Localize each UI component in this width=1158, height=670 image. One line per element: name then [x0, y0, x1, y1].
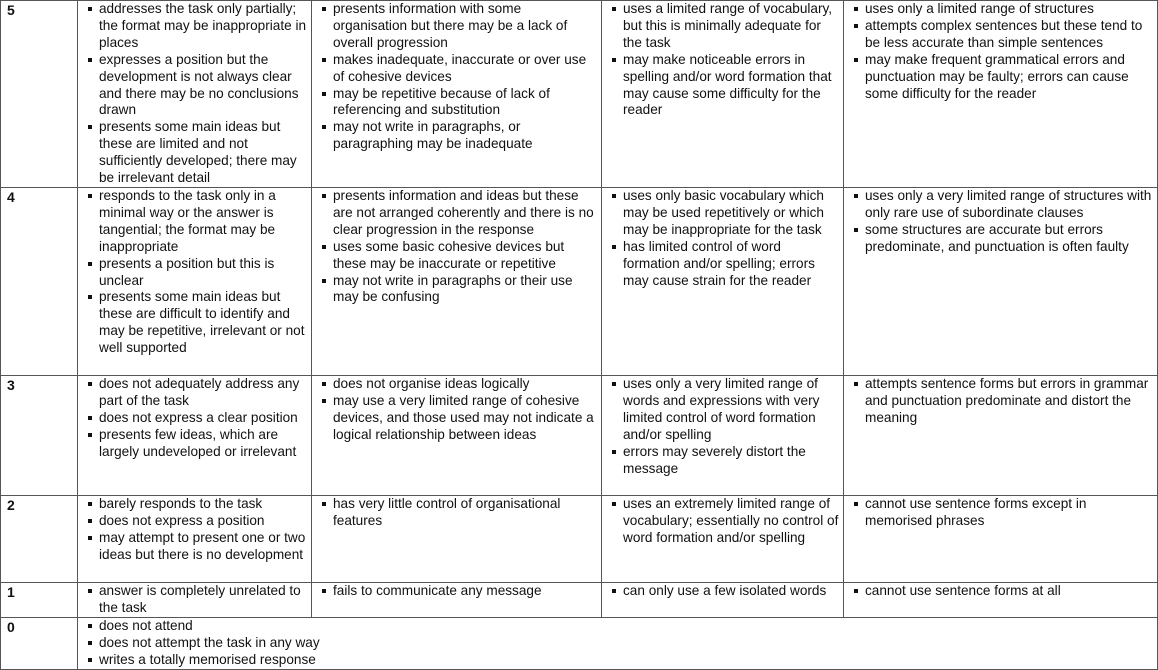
band-score: 4 [1, 188, 78, 376]
list-item: answer is completely unrelated to the task [87, 583, 308, 617]
list-item: does not attempt the task in any way [87, 635, 1154, 652]
list-item: cannot use sentence forms at all [853, 583, 1154, 600]
band-score: 3 [1, 376, 78, 496]
list-item: does not express a clear position [87, 410, 308, 427]
lexical-resource-cell [602, 376, 844, 496]
task-response-cell [78, 188, 312, 376]
grammar-cell [844, 496, 1158, 583]
coherence-cohesion-cell [312, 496, 602, 583]
band-row-0 [1, 618, 1158, 670]
list-item: uses only a very limited range of structures with only rare use of subordinate clauses [853, 188, 1154, 222]
list-item: cannot use sentence forms except in memorised phrases [853, 496, 1154, 530]
grammar-cell [844, 583, 1158, 618]
list-item: does not express a position [87, 513, 308, 530]
lexical-resource-cell [602, 496, 844, 583]
list-item: uses an extremely limited range of vocabulary; essentially no control of word formation and/or spelling [611, 496, 840, 547]
grammar-cell [844, 1, 1158, 188]
list-item: writes a totally memorised response [87, 652, 1154, 669]
list-item: does not adequately address any part of the task [87, 376, 308, 410]
list-item: may make frequent grammatical errors and punctuation may be faulty; errors can cause some difficulty for the reader [853, 52, 1154, 103]
list-item: expresses a position but the development is not always clear and there may be no conclusions drawn [87, 52, 308, 120]
coherence-cohesion-cell [312, 188, 602, 376]
list-item: uses only basic vocabulary which may be used repetitively or which may be inappropriate for the task [611, 188, 840, 239]
list-item: barely responds to the task [87, 496, 308, 513]
lexical-resource-cell [602, 1, 844, 188]
list-item: makes inadequate, inaccurate or over use of cohesive devices [321, 52, 598, 86]
task-response-cell [78, 583, 312, 618]
band-score: 5 [1, 1, 78, 188]
list-item: does not organise ideas logically [321, 376, 598, 393]
list-item: uses a limited range of vocabulary, but this is minimally adequate for the task [611, 1, 840, 52]
coherence-cohesion-cell [312, 583, 602, 618]
list-item: may not write in paragraphs, or paragraphing may be inadequate [321, 119, 598, 153]
list-item: may use a very limited range of cohesive devices, and those used may not indicate a logical relationship between ideas [321, 393, 598, 444]
task-response-cell [78, 618, 1158, 670]
list-item: addresses the task only partially; the format may be inappropriate in places [87, 1, 308, 52]
band-score: 2 [1, 496, 78, 583]
list-item: may not write in paragraphs or their use may be confusing [321, 273, 598, 307]
lexical-resource-cell [602, 583, 844, 618]
list-item: may make noticeable errors in spelling and/or word formation that may cause some difficulty for the reader [611, 52, 840, 120]
list-item: can only use a few isolated words [611, 583, 840, 600]
list-item: has very little control of organisational features [321, 496, 598, 530]
list-item: presents information and ideas but these are not arranged coherently and there is no clear progression in the response [321, 188, 598, 239]
list-item: presents some main ideas but these are limited and not sufficiently developed; there may be irrelevant detail [87, 119, 308, 187]
list-item: uses only a very limited range of words and expressions with very limited control of word formation and/or spelling [611, 376, 840, 444]
task-response-cell [78, 496, 312, 583]
lexical-resource-cell [602, 188, 844, 376]
list-item: presents information with some organisation but there may be a lack of overall progression [321, 1, 598, 52]
grammar-cell [844, 188, 1158, 376]
list-item: uses some basic cohesive devices but these may be inaccurate or repetitive [321, 239, 598, 273]
list-item: has limited control of word formation and/or spelling; errors may cause strain for the reader [611, 239, 840, 290]
coherence-cohesion-cell [312, 376, 602, 496]
band-row-2 [1, 496, 1158, 583]
list-item: errors may severely distort the message [611, 444, 840, 478]
task-response-cell [78, 376, 312, 496]
band-row-1 [1, 583, 1158, 618]
list-item: attempts sentence forms but errors in grammar and punctuation predominate and distort the meaning [853, 376, 1154, 427]
list-item: presents some main ideas but these are difficult to identify and may be repetitive, irrelevant or not well supported [87, 289, 308, 357]
list-item: may attempt to present one or two ideas but there is no development [87, 530, 308, 564]
band-row-5 [1, 1, 1158, 188]
list-item: fails to communicate any message [321, 583, 598, 600]
band-score: 1 [1, 583, 78, 618]
list-item: presents a position but this is unclear [87, 256, 308, 290]
list-item: presents few ideas, which are largely undeveloped or irrelevant [87, 427, 308, 461]
band-row-3 [1, 376, 1158, 496]
band-score: 0 [1, 618, 78, 670]
list-item: responds to the task only in a minimal way or the answer is tangential; the format may be inappropriate [87, 188, 308, 256]
band-row-4 [1, 188, 1158, 376]
list-item: may be repetitive because of lack of referencing and substitution [321, 86, 598, 120]
list-item: attempts complex sentences but these tend to be less accurate than simple sentences [853, 18, 1154, 52]
coherence-cohesion-cell [312, 1, 602, 188]
grammar-cell [844, 376, 1158, 496]
task-response-cell [78, 1, 312, 188]
list-item: some structures are accurate but errors predominate, and punctuation is often faulty [853, 222, 1154, 256]
list-item: uses only a limited range of structures [853, 1, 1154, 18]
list-item: does not attend [87, 618, 1154, 635]
